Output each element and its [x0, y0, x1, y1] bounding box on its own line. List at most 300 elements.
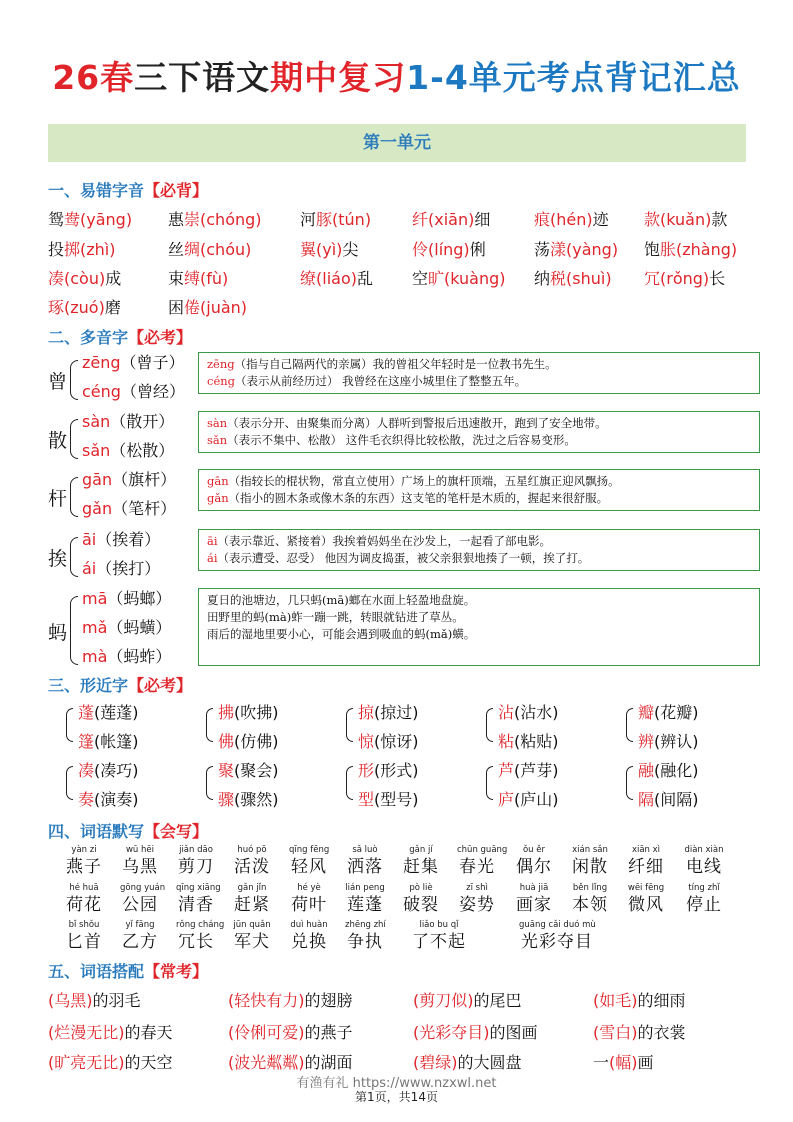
word-part: 乱 — [356, 269, 373, 288]
example-sentence — [207, 373, 751, 390]
pinyin: sàn — [82, 412, 111, 431]
collocation-word: 雪白 — [599, 1023, 632, 1042]
example-word: (掠过) — [374, 703, 419, 722]
example-word: (骤然) — [234, 790, 279, 809]
brace — [346, 708, 353, 742]
paren: ) — [483, 1023, 490, 1042]
pinyin: rǒng cháng — [176, 920, 225, 930]
word-text: 姿势 — [459, 895, 495, 915]
example-sentence — [207, 609, 751, 626]
word-part: 成 — [105, 269, 122, 288]
example-word: (形式) — [374, 761, 419, 780]
pronunciation-item — [168, 207, 262, 230]
brace — [70, 477, 78, 517]
collocation-word: 幅 — [615, 1053, 632, 1072]
pinyin: xián sǎn — [572, 845, 608, 855]
example-sentence — [207, 533, 751, 550]
example-word: (花瓣) — [654, 703, 699, 722]
polyphone-char: 蚂 — [48, 621, 68, 644]
pinyin: yàn zi — [71, 845, 97, 855]
paren: ( — [413, 991, 420, 1010]
pinyin: běn lǐng — [572, 883, 608, 893]
dictation-word — [519, 920, 595, 953]
word-text: 偶尔 — [516, 857, 552, 877]
pinyin: yǐ fāng — [125, 920, 155, 930]
pinyin: zī shì — [466, 883, 488, 893]
example-sentence-box — [198, 588, 760, 666]
collocation-item — [48, 1020, 173, 1043]
watermark: 有渔有礼 https://www.nzxwl.net — [296, 1076, 497, 1091]
sentence-text: （指较长的棍状物，常直立使用）广场上的旗杆顶端，五星红旗正迎风飘扬。 — [228, 474, 620, 488]
dictation-word — [684, 845, 724, 878]
word-text: 停止 — [686, 895, 722, 915]
polyphone-reading — [82, 379, 185, 402]
similar-char-line — [78, 758, 139, 781]
brace — [486, 708, 493, 742]
word-text: 赶集 — [403, 857, 439, 877]
highlighted-char: 鸯(yāng) — [64, 210, 133, 229]
word-part: 一 — [593, 1053, 610, 1072]
pinyin: qīng xiāng — [176, 883, 221, 893]
similar-char-line — [638, 700, 699, 723]
example-sentence — [207, 473, 751, 490]
dictation-word — [289, 920, 329, 953]
example-sentence — [207, 415, 751, 432]
dictation-word — [345, 920, 385, 953]
pinyin: tíng zhǐ — [688, 883, 720, 893]
collocation-word: 光彩夺目 — [419, 1023, 484, 1042]
similar-char-line — [218, 700, 279, 723]
collocation-tail: 的春天 — [124, 1023, 173, 1042]
collocation-tail: 的翅膀 — [304, 991, 353, 1010]
word-text: 电线 — [686, 857, 722, 877]
collocation-item — [413, 988, 522, 1011]
word-part: 俐 — [469, 240, 486, 259]
brace — [70, 596, 78, 665]
collocation-tail: 的细雨 — [637, 991, 686, 1010]
pinyin: bǐ shǒu — [68, 920, 100, 930]
polyphone-reading — [82, 644, 171, 667]
word-text: 公园 — [122, 895, 158, 915]
dictation-word — [120, 920, 160, 953]
dictation-word — [176, 845, 216, 878]
paren: ) — [298, 1053, 305, 1072]
word-text: 破裂 — [403, 895, 439, 915]
pinyin: wēi fēng — [627, 883, 665, 893]
word-text: 剪刀 — [178, 857, 214, 877]
collocation-item — [48, 1050, 173, 1073]
example-word: （散开） — [110, 412, 175, 431]
pinyin: gǎn — [82, 499, 113, 518]
pinyin: gǎn jí — [409, 845, 433, 855]
word-part: 鸳 — [48, 210, 65, 229]
dictation-word — [64, 920, 104, 953]
similar-char-line — [498, 729, 559, 752]
highlighted-char: 崇(chóng) — [184, 210, 262, 229]
pinyin: āi — [82, 530, 97, 549]
word-part: 困 — [168, 298, 185, 317]
similar-char-line — [358, 729, 419, 752]
pinyin: sǎn — [82, 441, 111, 460]
pinyin: mǎ — [82, 618, 108, 637]
word-text: 春光 — [459, 857, 495, 877]
similar-char: 芦 — [498, 761, 515, 780]
similar-char-line — [78, 787, 139, 810]
dictation-word — [120, 845, 160, 878]
collocation-item — [413, 1020, 538, 1043]
pronunciation-item — [48, 266, 121, 289]
paren: ) — [631, 1053, 638, 1072]
highlighted-char: 款(kuǎn) — [644, 210, 712, 229]
word-part: 磨 — [104, 298, 121, 317]
similar-char: 型 — [358, 790, 375, 809]
pinyin: hé huā — [69, 883, 99, 893]
dictation-word — [176, 883, 221, 916]
dictation-word — [410, 920, 468, 953]
similar-char-line — [78, 700, 139, 723]
dictation-word — [64, 883, 104, 916]
collocation-word: 乌黑 — [54, 991, 87, 1010]
word-part: 丝 — [168, 240, 185, 259]
word-text: 军犬 — [234, 932, 270, 952]
dictation-word — [345, 845, 385, 878]
word-part: 迹 — [592, 210, 609, 229]
word-part: 饱 — [644, 240, 661, 259]
example-word: (聚会) — [234, 761, 279, 780]
collocation-tail: 画 — [637, 1053, 654, 1072]
word-part: 长 — [709, 269, 726, 288]
paren: ) — [86, 991, 93, 1010]
collocation-word: 旷亮无比 — [54, 1053, 119, 1072]
pinyin: zēng — [82, 353, 121, 372]
sentence-text: （表示不集中、松散） 这件毛衣织得比较松散，洗过之后容易变形。 — [227, 433, 576, 447]
example-sentence — [207, 432, 751, 449]
collocation-word: 轻快有力 — [234, 991, 299, 1010]
example-word: （松散） — [110, 441, 175, 460]
example-word: (融化) — [654, 761, 699, 780]
polyphone-reading — [82, 409, 174, 432]
similar-char: 隔 — [638, 790, 655, 809]
similar-char-line — [498, 758, 559, 781]
pinyin: sǎ luò — [352, 845, 378, 855]
paren: ( — [228, 991, 235, 1010]
pronunciation-item — [48, 295, 121, 318]
brace — [70, 537, 78, 577]
word-text: 闲散 — [572, 857, 608, 877]
collocation-word: 伶俐可爱 — [234, 1023, 299, 1042]
dictation-word — [457, 883, 497, 916]
paren: ) — [631, 1023, 638, 1042]
example-word: (沾水) — [514, 703, 559, 722]
collocation-word: 剪刀似 — [419, 991, 468, 1010]
collocation-item — [48, 988, 141, 1011]
dictation-word — [626, 845, 666, 878]
polyphone-char: 曾 — [48, 371, 68, 393]
word-part: 荡 — [534, 240, 551, 259]
polyphone-reading — [82, 556, 160, 579]
word-text: 争执 — [347, 932, 383, 952]
similar-char-line — [358, 758, 419, 781]
word-text: 荷叶 — [291, 895, 327, 915]
highlighted-char: 税(shuì) — [550, 269, 612, 288]
pronunciation-item — [300, 237, 358, 260]
brace — [626, 708, 633, 742]
pronunciation-item — [412, 266, 506, 289]
dictation-word — [514, 845, 554, 878]
pinyin: qīng fēng — [289, 845, 330, 855]
example-word: （挨打） — [96, 559, 161, 578]
section-heading-polyphones: 二、多音字【必考】 — [48, 328, 193, 347]
word-part: 纳 — [534, 269, 551, 288]
similar-char-line — [498, 787, 559, 810]
example-word: (演奏) — [94, 790, 139, 809]
dictation-word — [401, 845, 441, 878]
pronunciation-item — [300, 266, 373, 289]
pinyin: ái — [82, 559, 97, 578]
dictation-word — [289, 845, 329, 878]
brace — [206, 708, 213, 742]
similar-char-line — [358, 787, 419, 810]
sentence-text: （指与自己隔两代的亲属）我的曾祖父年轻时是一位教书先生。 — [234, 357, 557, 371]
brace — [66, 708, 73, 742]
word-text: 画家 — [516, 895, 552, 915]
dictation-word — [684, 883, 724, 916]
word-text: 纤细 — [628, 857, 664, 877]
collocation-word: 如毛 — [599, 991, 632, 1010]
dictation-word — [570, 883, 610, 916]
dictation-word — [232, 845, 272, 878]
highlighted-char: 痕(hén) — [534, 210, 593, 229]
pinyin: āi — [207, 534, 218, 548]
pinyin: céng — [207, 374, 236, 388]
example-word: （挨着） — [96, 530, 161, 549]
word-part: 细 — [474, 210, 491, 229]
example-word: (型号) — [374, 790, 419, 809]
pronunciation-item — [534, 237, 618, 260]
example-sentence-box — [198, 529, 760, 571]
similar-char: 粘 — [498, 732, 515, 751]
highlighted-char: 倦(juàn) — [184, 298, 248, 317]
similar-char-line — [498, 700, 559, 723]
similar-char: 沾 — [498, 703, 515, 722]
highlighted-char: 绸(chóu) — [184, 240, 252, 259]
brace — [70, 360, 78, 400]
word-text: 荷花 — [66, 895, 102, 915]
highlighted-char: 凑(còu) — [48, 269, 106, 288]
paren: ) — [118, 1053, 125, 1072]
word-text: 乌黑 — [122, 857, 158, 877]
paren: ( — [413, 1023, 420, 1042]
unit-heading: 第一单元 — [48, 124, 746, 162]
example-sentence-box — [198, 469, 760, 511]
brace — [70, 419, 78, 459]
dictation-word — [232, 883, 272, 916]
paren: ) — [451, 1053, 458, 1072]
word-part: 投 — [48, 240, 65, 259]
collocation-item — [413, 1050, 522, 1073]
highlighted-char: 琢(zuó) — [48, 298, 105, 317]
pinyin: ái — [207, 551, 218, 565]
pronunciation-item — [168, 295, 247, 318]
highlighted-char: 漾(yàng) — [550, 240, 619, 259]
paren: ( — [593, 1023, 600, 1042]
pinyin: ǒu ěr — [522, 845, 545, 855]
polyphone-reading — [82, 350, 185, 373]
example-word: (芦芽) — [514, 761, 559, 780]
pronunciation-item — [300, 207, 371, 230]
pinyin: sǎn — [207, 433, 228, 447]
collocation-tail: 的湖面 — [304, 1053, 353, 1072]
example-word: (帐篷) — [94, 732, 139, 751]
highlighted-char: 纤(xiān) — [412, 210, 475, 229]
dictation-word — [457, 845, 508, 878]
word-text: 光彩夺目 — [521, 932, 593, 952]
example-word: (惊讶) — [374, 732, 419, 751]
pinyin: gǎn — [207, 491, 229, 505]
example-word: (间隔) — [654, 790, 699, 809]
example-word: (辨认) — [654, 732, 699, 751]
pinyin: gān — [207, 474, 229, 488]
brace — [486, 766, 493, 800]
paren: ( — [228, 1023, 235, 1042]
collocation-item — [593, 1050, 654, 1073]
pinyin: pò liè — [409, 883, 433, 893]
sentence-text: （表示靠近、紧接着）我挨着妈妈坐在沙发上，一起看了部电影。 — [217, 534, 552, 548]
pronunciation-item — [644, 207, 727, 230]
similar-char: 篷 — [78, 732, 95, 751]
dictation-word — [120, 883, 166, 916]
dictation-word — [626, 883, 666, 916]
pinyin: gōng yuán — [120, 883, 166, 893]
example-word: （蚂蟥） — [107, 618, 172, 637]
pronunciation-item — [534, 266, 612, 289]
paren: ( — [593, 991, 600, 1010]
similar-char: 骤 — [218, 790, 235, 809]
example-word: (庐山) — [514, 790, 559, 809]
dictation-word — [289, 883, 329, 916]
pronunciation-item — [168, 237, 251, 260]
highlighted-char: 缭(liáo) — [300, 269, 357, 288]
word-part: 惠 — [168, 210, 185, 229]
paren: ( — [48, 1023, 55, 1042]
example-word: (粘贴) — [514, 732, 559, 751]
pinyin: mā — [82, 589, 108, 608]
word-text: 轻风 — [291, 857, 327, 877]
similar-char-line — [218, 787, 279, 810]
pinyin: zēng — [207, 357, 235, 371]
dictation-word — [176, 920, 225, 953]
word-text: 冗长 — [178, 932, 214, 952]
example-sentence-box — [198, 352, 760, 394]
section-heading-similar: 三、形近字【必考】 — [48, 676, 193, 695]
pronunciation-item — [48, 237, 116, 260]
pinyin: liǎo bu qǐ — [419, 920, 459, 930]
word-text: 本领 — [572, 895, 608, 915]
collocation-word: 碧绿 — [419, 1053, 452, 1072]
similar-char: 庐 — [498, 790, 515, 809]
similar-char: 形 — [358, 761, 375, 780]
pronunciation-item — [412, 207, 490, 230]
highlighted-char: 旷(kuàng) — [428, 269, 506, 288]
similar-char: 聚 — [218, 761, 235, 780]
section-heading-pronunciation: 一、易错字音【必背】 — [48, 181, 209, 200]
section-heading-collocations: 五、词语搭配【常考】 — [48, 962, 209, 981]
collocation-tail: 的大圆盘 — [457, 1053, 522, 1072]
example-word: (仿佛) — [234, 732, 279, 751]
pronunciation-item — [168, 266, 228, 289]
similar-char: 掠 — [358, 703, 375, 722]
polyphone-reading — [82, 586, 171, 609]
pinyin: hé yè — [297, 883, 321, 893]
similar-char: 奏 — [78, 790, 95, 809]
sentence-text: 雨后的湿地里要小心，可能会遇到吸血的蚂(mǎ)蟥。 — [207, 627, 476, 641]
paren: ) — [118, 1023, 125, 1042]
word-text: 乙方 — [122, 932, 158, 952]
word-part: 尖 — [342, 240, 359, 259]
collocation-tail: 的燕子 — [304, 1023, 353, 1042]
paren: ) — [467, 991, 474, 1010]
dictation-word — [401, 883, 441, 916]
polyphone-char: 杆 — [48, 488, 68, 510]
example-word: （笔杆） — [112, 499, 177, 518]
brace — [66, 766, 73, 800]
example-sentence — [207, 626, 751, 643]
similar-char: 拂 — [218, 703, 235, 722]
word-text: 活泼 — [234, 857, 270, 877]
brace — [206, 766, 213, 800]
page-title: 26春三下语文期中复习1-4单元考点背记汇总 — [52, 58, 741, 97]
similar-char-line — [638, 729, 699, 752]
word-part: 束 — [168, 269, 185, 288]
similar-char-line — [218, 758, 279, 781]
pinyin: guāng cǎi duó mù — [519, 920, 596, 930]
paren: ( — [609, 1053, 616, 1072]
pronunciation-row — [48, 237, 768, 263]
example-word: （曾子） — [120, 353, 185, 372]
collocation-item — [228, 988, 353, 1011]
pronunciation-item — [644, 237, 737, 260]
pinyin: céng — [82, 382, 121, 401]
highlighted-char: 伶(líng) — [412, 240, 470, 259]
highlighted-char: 缚(fù) — [184, 269, 229, 288]
sentence-text: （指小的圆木条或像木条的东西）这支笔的笔杆是木质的，握起来很舒服。 — [228, 491, 609, 505]
word-text: 赶紧 — [234, 895, 270, 915]
pronunciation-item — [534, 207, 609, 230]
similar-char: 瓣 — [638, 703, 655, 722]
collocation-item — [228, 1050, 353, 1073]
pronunciation-row — [48, 295, 768, 321]
similar-char: 凑 — [78, 761, 95, 780]
paren: ) — [298, 1023, 305, 1042]
word-text: 莲蓬 — [347, 895, 383, 915]
polyphone-char: 散 — [48, 430, 68, 452]
similar-char: 蓬 — [78, 703, 95, 722]
example-word: (吹拂) — [234, 703, 279, 722]
example-sentence — [207, 592, 751, 609]
highlighted-char: 翼(yì) — [300, 240, 343, 259]
pronunciation-item — [644, 266, 725, 289]
paren: ) — [298, 991, 305, 1010]
word-text: 微风 — [628, 895, 664, 915]
word-part: 款 — [711, 210, 728, 229]
collocation-word: 烂漫无比 — [54, 1023, 119, 1042]
pronunciation-item — [412, 237, 486, 260]
dictation-word — [570, 845, 610, 878]
highlighted-char: 掷(zhì) — [64, 240, 116, 259]
pinyin: mà — [82, 647, 108, 666]
polyphone-reading — [82, 615, 171, 638]
similar-char: 惊 — [358, 732, 375, 751]
